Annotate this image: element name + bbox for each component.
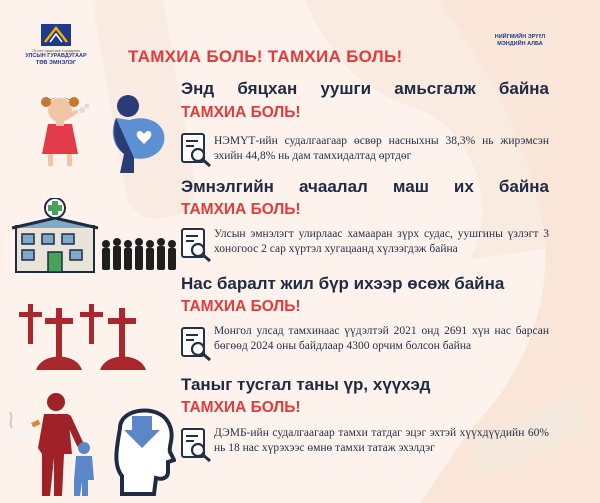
section-heading-mortality: Нас баралт жил бүр ихээр өсөж байна bbox=[181, 274, 505, 293]
section-heading-children: Таныг тусгал таны үр, хүүхэд bbox=[181, 375, 431, 394]
department-name bbox=[472, 34, 568, 48]
section-slogan-children: ТАМХИА БОЛЬ! bbox=[181, 399, 301, 416]
logo-tagline: 75 лет практике городских bbox=[31, 48, 81, 53]
hospital-logo bbox=[10, 24, 102, 67]
department-line1: НИЙГМИЙН ЭРҮҮЛ bbox=[494, 34, 546, 40]
document-search-icon bbox=[180, 327, 212, 361]
section-heading-hospital: Эмнэлгийн ачаалал маш их байна bbox=[181, 177, 549, 196]
section-slogan-lungs: ТАМХИА БОЛЬ! bbox=[181, 104, 301, 121]
hospital-and-queue-illustration bbox=[10, 198, 180, 276]
document-search-icon bbox=[180, 133, 212, 167]
document-search-icon bbox=[180, 228, 212, 262]
section-text-lungs: НЭМҮТ-ийн судалгаагаар өсвөр насныхны 38,3% нь жирэмсэн эхийн 44,8% нь дам тамхидалтад өртдөг bbox=[214, 135, 549, 162]
section-slogan-mortality: ТАМХИА БОЛЬ! bbox=[181, 298, 301, 315]
logo-name-line1: УЛСЫН ГУРАВДУГААР bbox=[25, 53, 87, 59]
section-heading-lungs: Энд бяцхан уушги амьсгалж байна bbox=[181, 79, 549, 98]
document-search-icon bbox=[180, 428, 212, 462]
logo-name-line2: ТӨВ ЭМНЭЛЭГ bbox=[35, 60, 77, 66]
section-slogan-hospital: ТАМХИА БОЛЬ! bbox=[181, 201, 301, 218]
section-text-hospital: Улсын эмнэлэгт улирлаас хамааран зүрх судас, уушгины үзлэгт 3 хоногоос 2 сар хүртэл хугацаанд хүлээгдэж байна bbox=[214, 228, 549, 255]
section-text-children: ДЭМБ-ийн судалгаагаар тамхи татдаг эцэг эхтэй хүүхдүүдийн 60% нь 18 нас хүрэхээс өмнө тамхи татаж эхэлдэг bbox=[214, 427, 549, 454]
parent-child-and-mind-illustration bbox=[8, 388, 176, 498]
department-line2: МЭНДИЙН АЛБА bbox=[497, 41, 543, 47]
section-text-mortality: Монгол улсад тамхинаас үүдэлтэй 2021 онд 2691 хүн нас барсан бөгөөд 2024 оны байдлаар 4300 орчим болсон байна bbox=[214, 325, 549, 352]
hospital-logo-icon bbox=[41, 24, 71, 46]
graves-crosses-illustration bbox=[14, 300, 164, 370]
girl-and-pregnant-woman-illustration bbox=[30, 88, 170, 173]
page-title: ТАМХИА БОЛЬ! ТАМХИА БОЛЬ! bbox=[128, 47, 403, 66]
